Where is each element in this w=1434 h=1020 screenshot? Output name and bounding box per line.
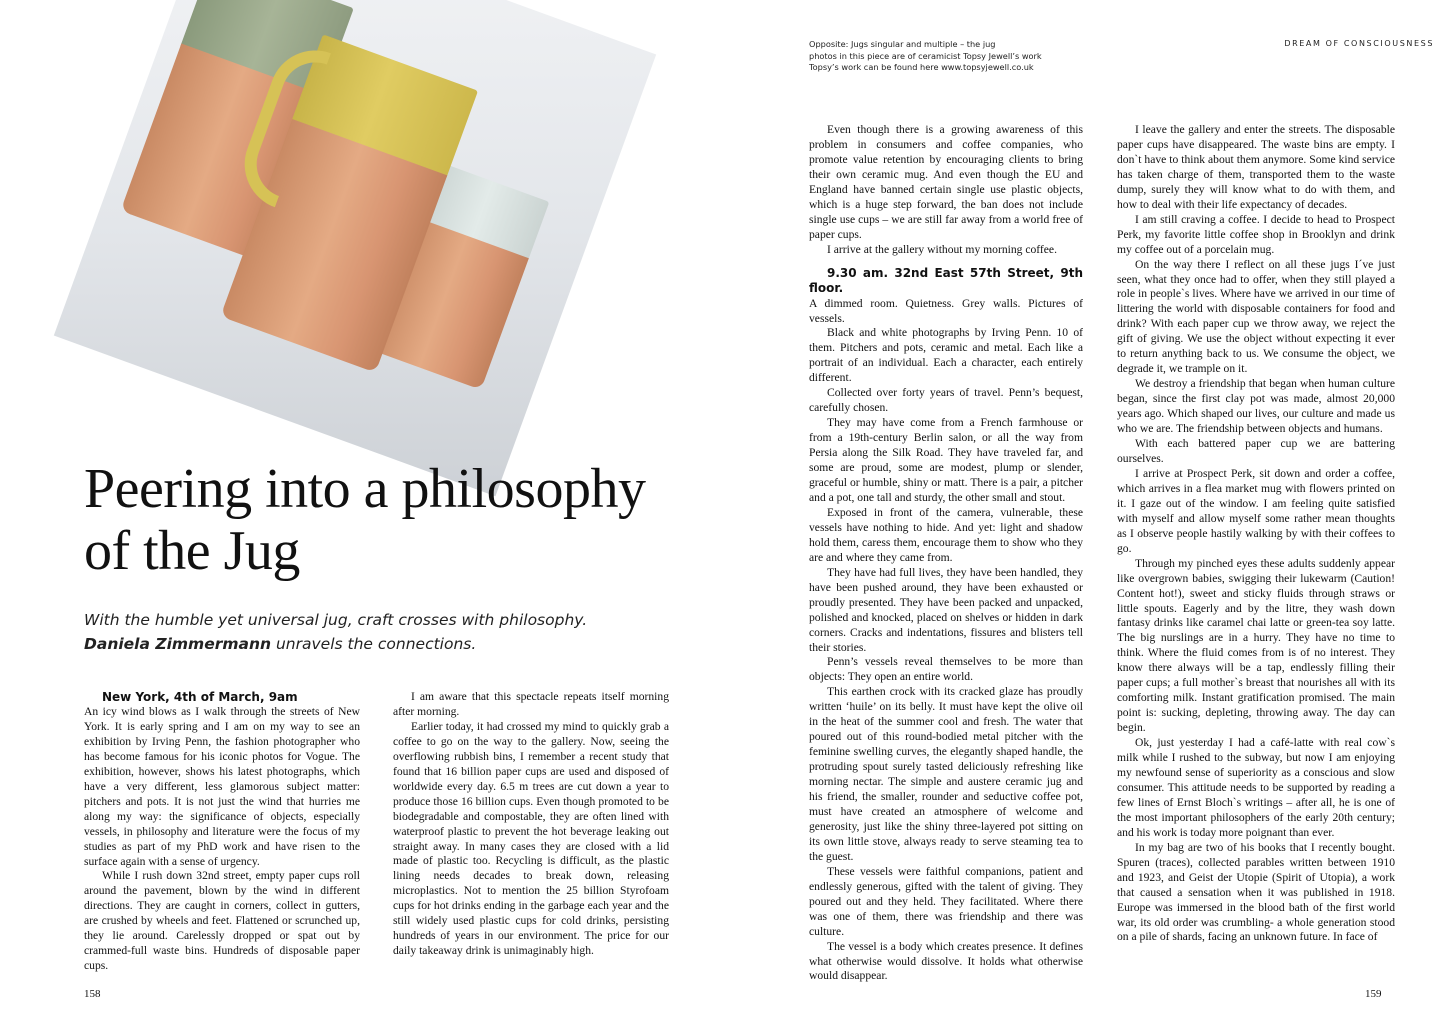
paragraph: I am still craving a coffee. I decide to head to Prospect Perk, my favorite little coffee shop in Brooklyn and drink my coffee out of a porcelain mug. — [1117, 212, 1395, 256]
paragraph: Collected over forty years of travel. Penn’s bequest, carefully chosen. — [809, 386, 1083, 415]
right-column-2 — [1117, 123, 1395, 945]
paragraph: The vessel is a body which creates presence. It defines what otherwise would dissolve. It holds what otherwise would disappear. — [809, 939, 1083, 983]
standfirst-line-2-rest: unravels the connections. — [271, 635, 477, 653]
paragraph: Through my pinched eyes these adults suddenly appear like overgrown babies, swigging their lukewarm (Caution! Content hot!), sweet and sticky fluids through straws or little spouts. Eagerly and by the litre, they wash down fantasy drinks like caramel chai latte or green-tea soy latte. The big nurslings are in a hurry. They have no time to think. Where the fluid comes from is of no interest. They know there always will be a tap, endlessly filling their paper cups; a full mother`s breast that nourishes all with its comforting milk. Instant gratification promised. The main point is: sucking, depleting, throwing away. The day can begin. — [1117, 556, 1395, 735]
paragraph: Even though there is a growing awareness of this problem in consumers and coffee companies, who promote value retention by encouraging clients to bring their own ceramic mug. And even though the EU and England have banned certain single use plastic objects, which is a huge step forward, the ban does not include single use cups – we are still far away from a world free of paper cups. — [809, 123, 1083, 241]
paragraph: I arrive at the gallery without my morning coffee. — [827, 242, 1057, 256]
page-number-right: 159 — [1365, 988, 1382, 1000]
paragraph: Exposed in front of the camera, vulnerable, these vessels have nothing to hide. And yet: light and shadow hold them, caress them, encourage them to show who they are and where they came from. — [809, 505, 1083, 564]
paragraph: On the way there I reflect on all these jugs I´ve just seen, what they once had to offer, when they still played a role in people`s lives. Where have we arrived in our time of littering the world with disposable containers for food and drink? With each paper cup we throw away, we reject the gift of giving. We use the object without expecting it ever to return anything back to us. We consume the object, we degrade it, we trample on it. — [1117, 257, 1395, 376]
paragraph: They have had full lives, they have been handled, they have been pushed around, they have been exhausted or proudly presented. They have been packed and unpacked, polished and knocked, placed on shelves or hidden in dark corners. Cracks and indentations, fissures and blisters tell their stories. — [809, 565, 1083, 654]
standfirst-line-1: With the humble yet universal jug, craft crosses with philosophy. — [84, 611, 588, 629]
paragraph: I arrive at Prospect Perk, sit down and order a coffee, which arrives in a flea market mug with flowers printed on it. I gaze out of the window. I am feeling quite satisfied with myself and allow myself some rather mean thoughts as I observe people hastily walking by with their coffees to go. — [1117, 466, 1395, 555]
paragraph: Penn’s vessels reveal themselves to be more than objects: They open an entire world. — [809, 655, 1083, 684]
paragraph: Black and white photographs by Irving Penn. 10 of them. Pitchers and pots, ceramic and metal. Each like a portrait of an individual. Each a character, each entirely different. — [809, 326, 1083, 385]
paragraph: Ok, just yesterday I had a café-latte with real cow`s milk while I rushed to the subway, but now I am enjoying my newfound sense of superiority as a conscious and slow consumer. This attitude needs to be supported by reading a few lines of Ernst Bloch`s writings – after all, he is one of the most important philosophers of the early 20th century; and his work is today more poignant than ever. — [1117, 736, 1395, 839]
left-column-1 — [84, 690, 360, 974]
right-page — [717, 0, 1434, 1020]
paragraph: While I rush down 32nd street, empty paper cups roll around the pavement, blown by the wind in different directions. They are caught in corners, collect in gutters, are crushed by wheels and feet. Flattened or scrunched up, they lie around. Carelessly dropped or spat out by crammed-full waste bins. Hundreds of disposable paper cups. — [84, 869, 360, 973]
left-column-2 — [393, 690, 669, 959]
ceramic-jugs-image — [54, 0, 656, 496]
paragraph: A dimmed room. Quietness. Grey walls. Pictures of vessels. — [809, 296, 1083, 325]
photo-caption — [809, 39, 1109, 74]
paragraph: I leave the gallery and enter the streets. The disposable paper cups have disappeared. The waste bins are empty. I don`t have to think about them anymore. Some kind service has taken charge of them, transported them to the waste dump, surely they will know what to do with them, and how to deal with their life expectancy of decades. — [1117, 123, 1395, 211]
caption-line: Topsy’s work can be found here www.topsyjewell.co.uk — [809, 62, 1034, 72]
standfirst-line-2 — [84, 632, 684, 656]
standfirst — [84, 608, 684, 656]
subhead-gallery: 9.30 am. 32nd East 57th Street, 9th floor. — [809, 265, 1083, 295]
article-title: Peering into a philosophy of the Jug — [84, 458, 646, 582]
caption-line: photos in this piece are of ceramicist Topsy Jewell’s work — [809, 50, 1042, 61]
page-number-left: 158 — [84, 988, 101, 1000]
paragraph: This earthen crock with its cracked glaze has proudly written ‘huile’ on its belly. It must have kept the olive oil in the heat of the summer cool and fresh. The water that poured out of this round-bodied metal pitcher with the feminine swelling curves, the elegantly shaped handle, the protruding spout surely tasted deliciously refreshing like morning nectar. The simple and austere ceramic jug and his friend, the smaller, rounder and seductive coffee pot, must have created an atmosphere of welcome and generosity, just like the shiny three-layered pot sitting on its own little stove, always ready to serve steaming tea to the guest. — [809, 685, 1083, 863]
paragraph: With each battered paper cup we are battering ourselves. — [1117, 437, 1395, 465]
paragraph: Earlier today, it had crossed my mind to quickly grab a coffee to go on the way to the gallery. Now, seeing the overflowing rubbish bins, I remember a recent study that found that 16 billion paper cups are used and disposed of worldwide every day. 6.5 m trees are cut down a year to produce those 16 billion cups. Even though promoted to be biodegradable and compostable, they are often lined with waterproof plastic to prevent the hot beverage leaking out straight away. In many cases they are closed with a lid made of plastic too. Recycling is difficult, as the plastic lining needs decades to break down, releasing microplastics. Not to mention the 25 billion Styrofoam cups for hot drinks ending in the garbage each year and the still widely used plastic cups for cold drinks, persisting hundreds of years in our environment. The price for our daily takeaway drink is unimaginably high. — [393, 719, 669, 958]
paragraph: These vessels were faithful companions, patient and endlessly generous, gifted with the talent of giving. They poured out and they held. They facilitated. Where there was one of them, there was friendship and there was culture. — [809, 864, 1083, 938]
paragraph: An icy wind blows as I walk through the streets of New York. It is early spring and I am on my way to see an exhibition by Irving Penn, the fashion photographer who has become famous for his iconic photos for Vogue. The exhibition, however, shows his latest photographs, which have a very different, less glamorous subject matter: pitchers and pots. It is not just the wind that hurries me along my way: the significance of objects, especially vessels, in philosophy and literature were the focus of my studies as part of my PhD work and have risen to the surface again with a sense of urgency. — [84, 705, 360, 868]
right-column-1 — [809, 123, 1083, 984]
subhead-new-york: New York, 4th of March, 9am — [102, 690, 298, 704]
paragraph: I am aware that this spectacle repeats itself morning after morning. — [393, 690, 669, 718]
author-name: Daniela Zimmermann — [84, 635, 272, 653]
paragraph: In my bag are two of his books that I recently bought. Spuren (traces), collected parables written between 1910 and 1923, and Geist der Utopie (Spirit of Utopia), a work that caused a sensation when it was published in 1918. Europe was immersed in the blood bath of the first world war, its old order was crumbling- a whole generation stood on a pile of shards, facing an unknown future. In face of — [1117, 840, 1395, 944]
paragraph: We destroy a friendship that began when human culture began, since the first clay pot was made, almost 20,000 years ago. Which shaped our lives, our culture and made us who we are. The friendship between objects and humans. — [1117, 377, 1395, 436]
caption-line: Opposite: Jugs singular and multiple – the jug — [809, 39, 996, 49]
running-head: DREAM OF CONSCIOUSNESS — [1284, 39, 1434, 48]
paragraph: They may have come from a French farmhouse or from a 19th-century Berlin salon, or all the way from Persia along the Silk Road. They have traveled far, and some are proud, some are modest, plump or slender, graceful or humble, shiny or matt. There is a pair, a pitcher and a pot, one tall and sturdy, the other small and stout. — [809, 416, 1083, 504]
